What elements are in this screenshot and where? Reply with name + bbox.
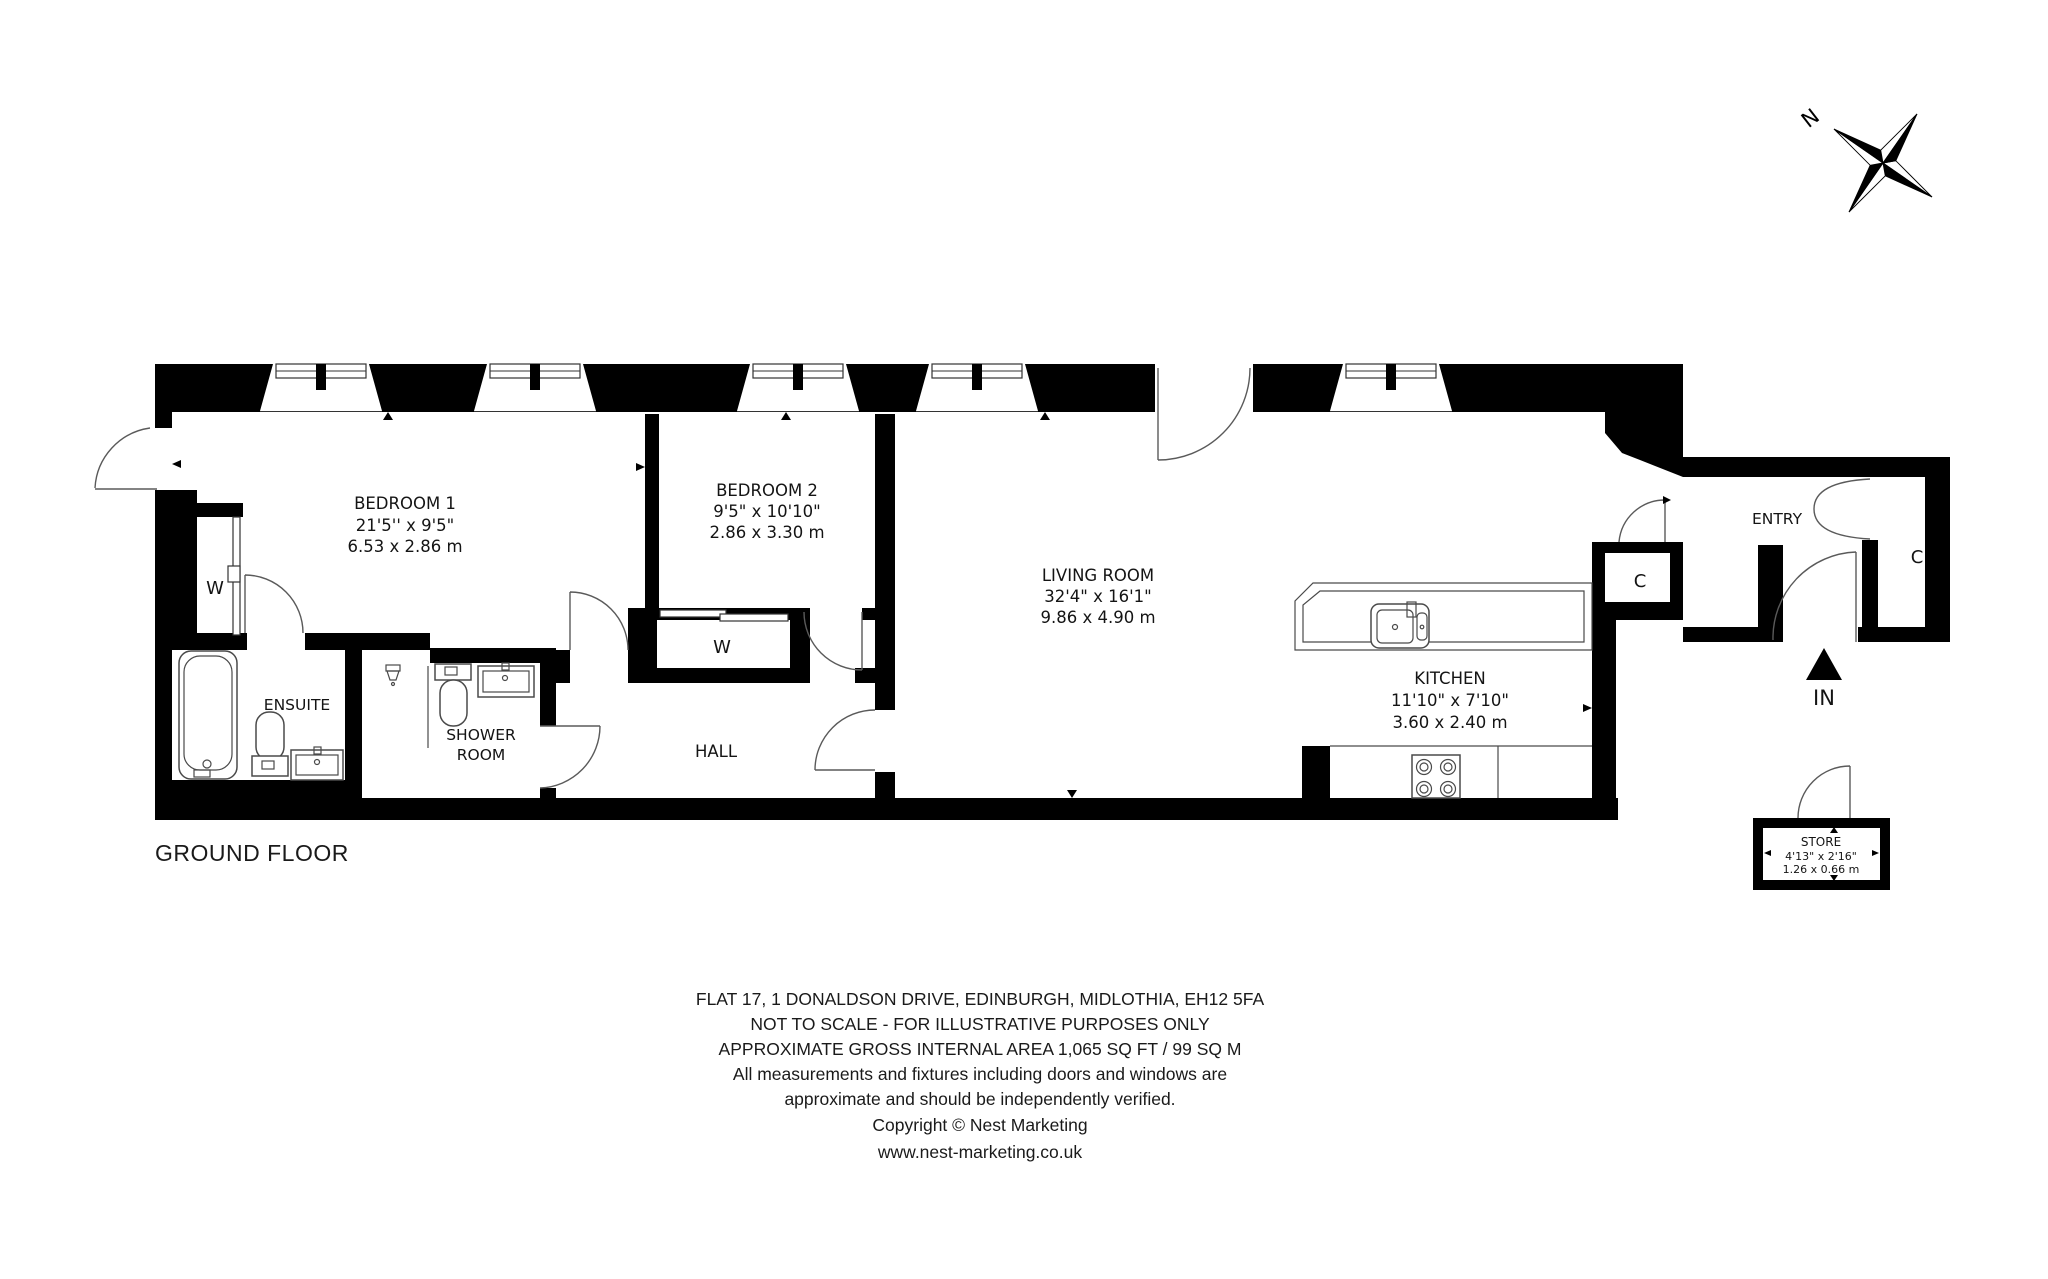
kitchen-counter [1330,746,1592,798]
window [737,364,859,412]
shower [386,665,428,748]
entrance-arrow [1806,648,1842,710]
footer-area: APPROXIMATE GROSS INTERNAL AREA 1,065 SQ FT / 99 SQ M [718,1039,1242,1059]
toilet [252,712,288,776]
footer-copyright: Copyright © Nest Marketing [872,1115,1088,1135]
footer-website: www.nest-marketing.co.uk [877,1142,1083,1162]
sink [291,747,343,780]
living-name: LIVING ROOM [1041,566,1155,585]
bedroom1-imperial: 21'5'' x 9'5" [355,516,455,535]
store-metric: 1.26 x 0.66 m [1782,863,1860,876]
footer-note2: approximate and should be independently verified. [784,1089,1176,1109]
interior-walls [155,414,1330,798]
door-cupboard-left [1619,500,1665,542]
footer-disclaimer: NOT TO SCALE - FOR ILLUSTRATIVE PURPOSES ONLY [750,1014,1210,1034]
sliding-doors [228,517,788,635]
in-arrow-icon [1806,648,1842,680]
door-exterior-left [95,428,157,489]
compass-rose [1797,104,1932,212]
ensuite-name: ENSUITE [263,696,331,714]
window [1330,364,1452,412]
window [474,364,596,412]
kitchen-metric: 3.60 x 2.40 m [1392,713,1508,732]
wardrobe-label-bedroom2: W [713,637,731,658]
kitchen-imperial: 11'10" x 7'10" [1391,691,1509,710]
window [260,364,382,412]
window [916,364,1038,412]
kitchen-name: KITCHEN [1414,669,1486,688]
door-bedroom1 [570,592,628,650]
store-imperial: 4'13" x 2'16" [1785,850,1857,863]
door-cupboard-right-double [1814,479,1870,539]
footer-address: FLAT 17, 1 DONALDSON DRIVE, EDINBURGH, MIDLOTHIA, EH12 5FA [695,989,1265,1009]
compass-north-label: N [1796,103,1824,133]
door-ensuite [245,575,303,633]
shower-room-line2: ROOM [456,746,506,764]
sink [478,663,534,697]
cupboard-label-left: C [1633,571,1647,592]
store-name: STORE [1800,835,1842,849]
footer-note1: All measurements and fixtures including doors and windows are [732,1064,1228,1084]
top-door-opening [1155,364,1253,412]
bedroom2-name: BEDROOM 2 [716,481,818,500]
floor-title: GROUND FLOOR [155,840,349,866]
bedroom2-metric: 2.86 x 3.30 m [709,523,825,542]
wardrobe-label-bedroom1: W [206,578,224,599]
shower-room-line1: SHOWER [446,726,516,744]
bedroom2-imperial: 9'5" x 10'10" [713,502,821,521]
living-imperial: 32'4" x 16'1" [1044,587,1152,606]
bedroom1-name: BEDROOM 1 [354,494,456,513]
door-store [1798,766,1850,818]
toilet [435,664,471,726]
footer-text [696,989,1265,1162]
bath [179,651,237,779]
door-bedroom2 [804,612,862,670]
hall-name: HALL [694,742,738,761]
kitchen-island [1295,583,1592,650]
cupboard-label-right: C [1910,547,1924,568]
entry-name: ENTRY [1751,510,1803,528]
door-hall-living [815,710,875,770]
living-metric: 9.86 x 4.90 m [1040,608,1156,627]
wardrobe-handle [228,566,240,582]
in-label: IN [1813,686,1835,710]
door-shower-room [540,726,600,788]
door-main-entrance [1773,552,1856,642]
bedroom1-metric: 6.53 x 2.86 m [347,537,463,556]
